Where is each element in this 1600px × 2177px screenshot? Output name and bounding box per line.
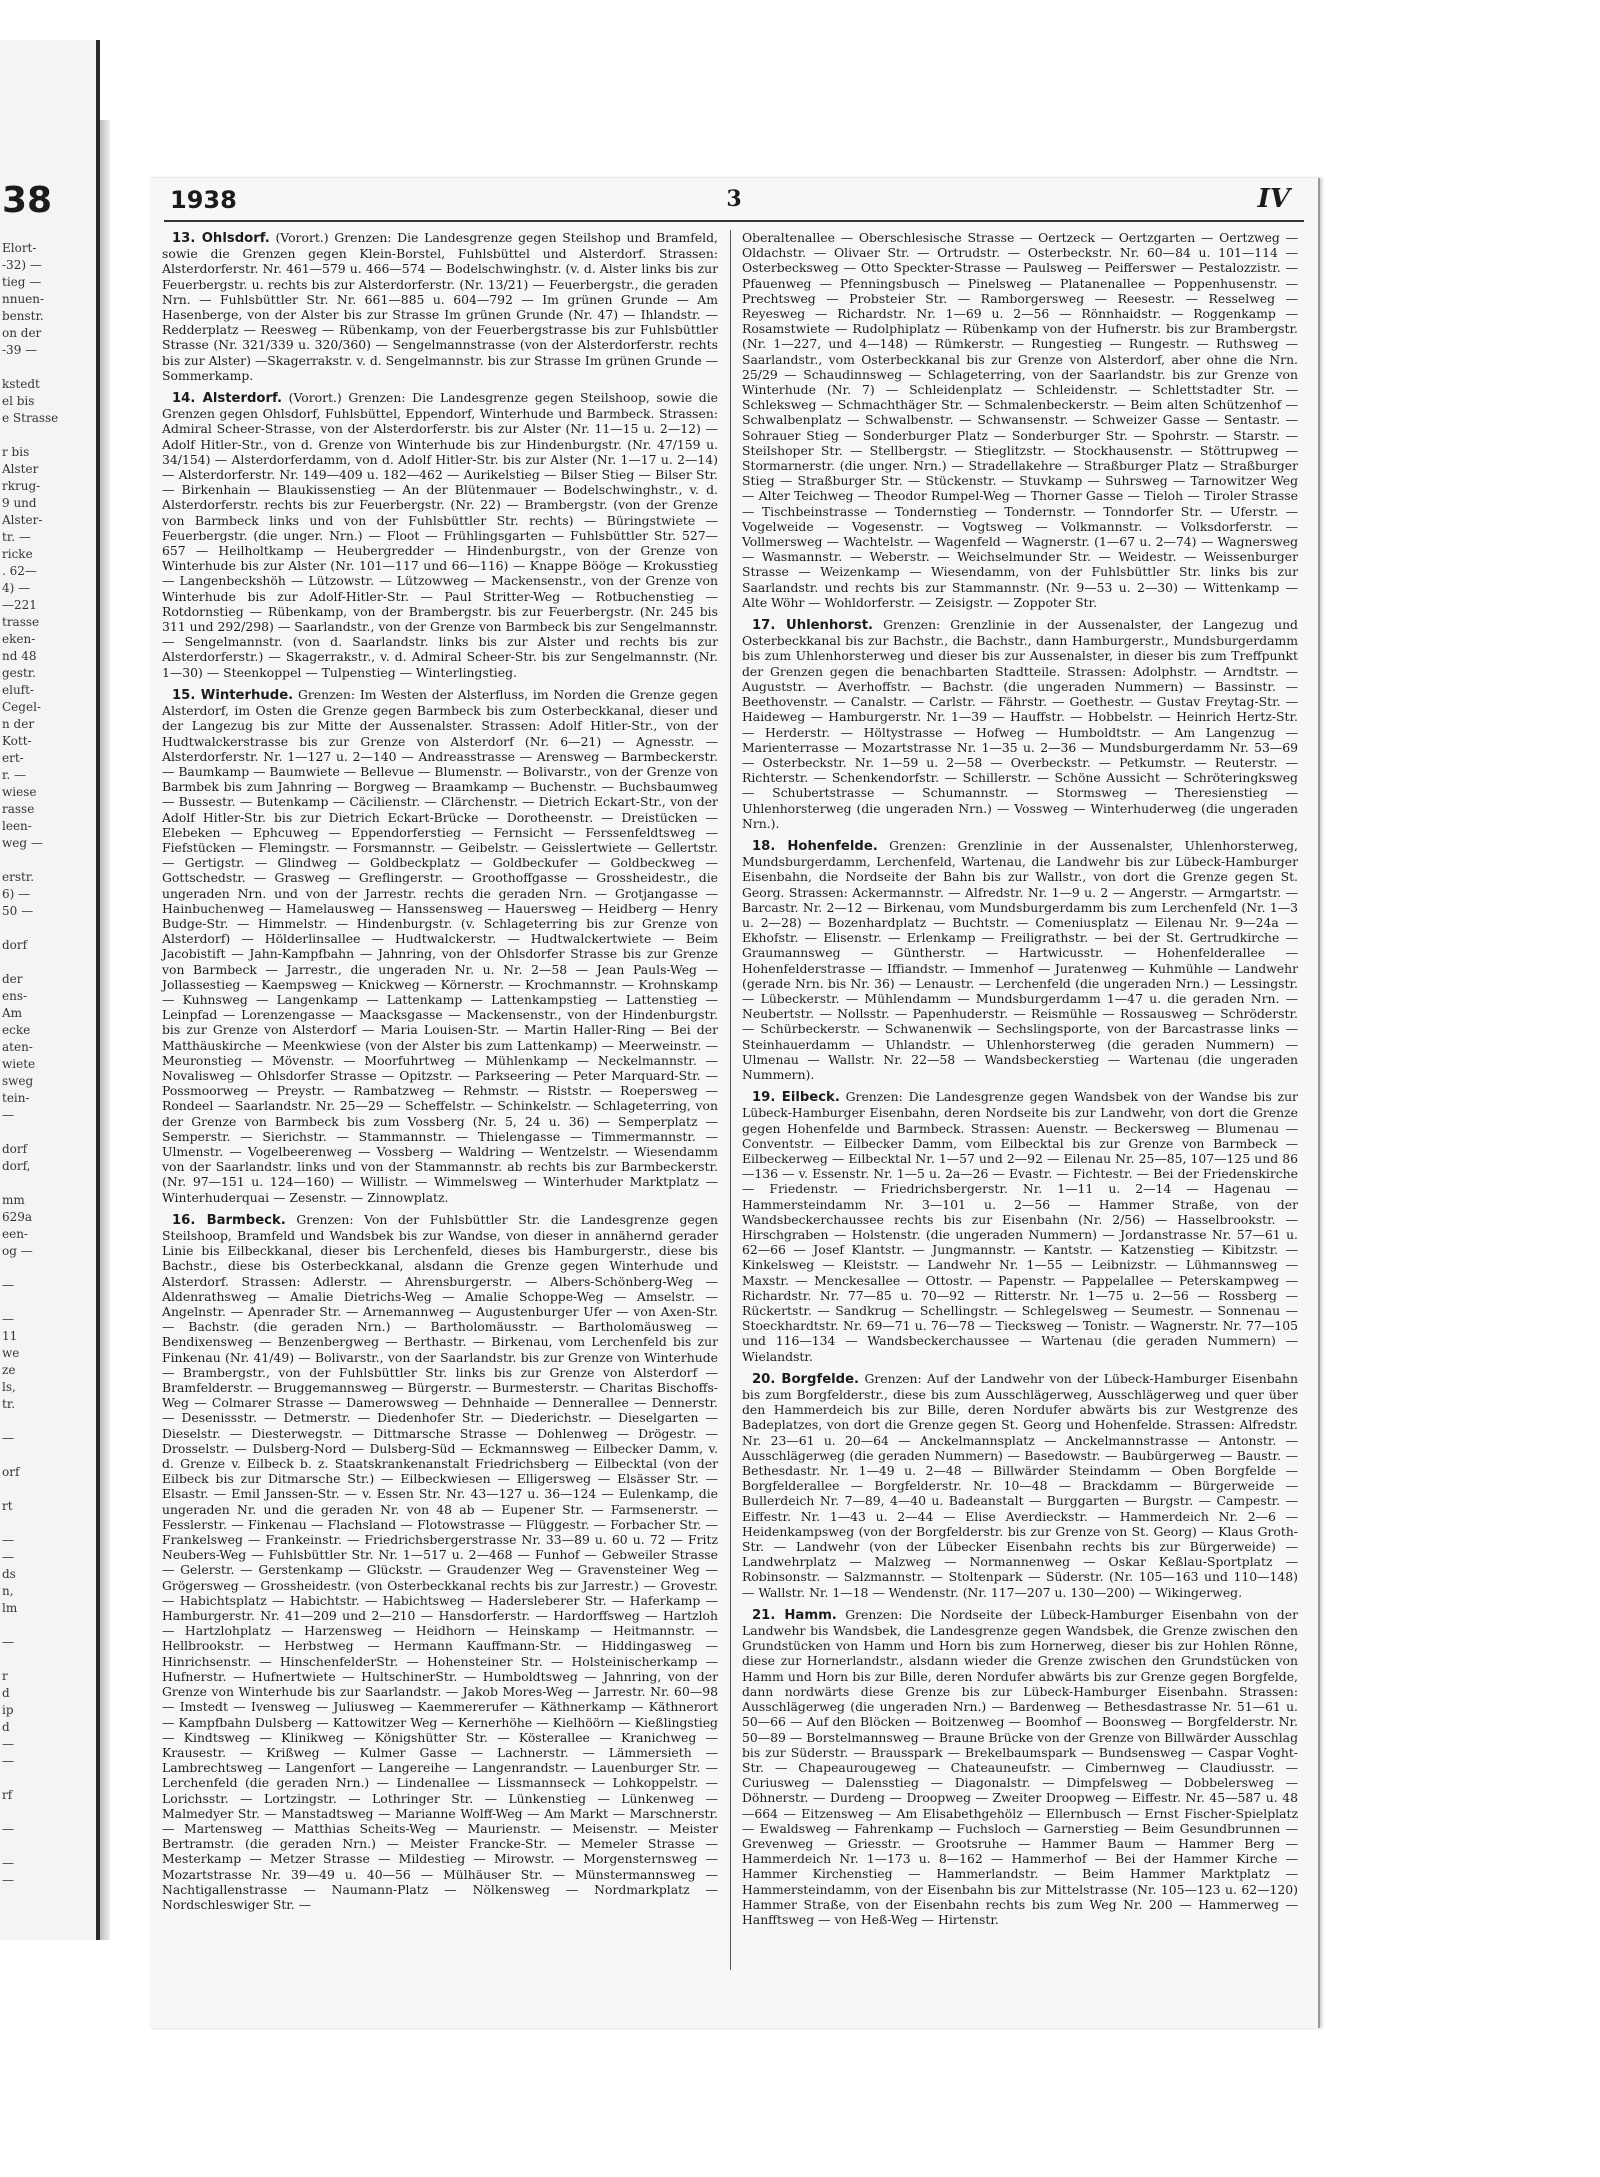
column-separator <box>730 230 731 1970</box>
margin-fragment: — <box>2 1312 14 1326</box>
district-text: Grenzen: Im Westen der Alsterfluss, im Norden die Grenze gegen Alsterdorf, im Osten die Grenze gegen Barmbeck bis zum Osterbeckkanal, dieser und der Langezug bis zur Mitte der Aussenalster. Strassen: Adolf Hitler-Str., von der Hudtwalckerstrasse bis zur Grenze von Alsterdorf (Nr. 6—21) — Agnesstr. — Alsterdorferstr. Nr. 1—127 u. 2—140 — Andreasstrasse — Arensweg — Barmbeckerstr. — Baumkamp — Baumwiete — Bellevue — Blumenstr. — Bolivarstr., von der Grenze von Barmbek bis zum Jahnring — Borgweg — Braamkamp — Buchenstr. — Buchsbaumweg — Bussestr. — Butenkamp — Cäcilienstr. — Clärchenstr. — Dietrich Eckart-Str., von der Adolf Hitler-Str. bis zur Dietrich Eckart-Brücke — Dorotheenstr. — Dreistücken — Elebeken — Ephcuweg — Eppendorferstieg — Fernsicht — Ferssenfeldtsweg — Fiefstücken — Flemingstr. — Forsmannstr. — Geibelstr. — Geisslertwiete — Gellertstr. — Gertigstr. — Glindweg — Goldbeckplatz — Goldbeckufer — Goldbeckweg — Gottschedstr. — Grasweg — Greflingerstr. — Groothoffgasse — Grossheidestr., die ungeraden Nrn. und von der Jarrestr. rechts die geraden Nrn. — Grotjangasse — Hainbuchenweg — Hamelausweg — Hanssensweg — Hauersweg — Heidberg — Henry Budge-Str. — Himmelstr. — Hindenburgstr. (v. Schlageterring bis zur Grenze von Alsterdorf) — Hölderlinsallee — Hudtwalckerstr. — Hudtwalckertwiete — Beim Jacobistift — Jahn-Kampfbahn — Jahnring, von der Ohlsdorfer Strasse bis zur Grenze von Barmbeck — Jarrestr., die ungeraden Nr. u. Nr. 2—58 — Jean Pauls-Weg — Jollassestieg — Kaempsweg — Knickweg — Körnerstr. — Krochmannstr. — Krohnskamp — Kuhnsweg — Langenkamp — Lattenkamp — Lattenkampstieg — Lattenstieg — Leinpfad — Lorenzengasse — Maacksgasse — Mackensenstr., von der Hindenburgstr. bis zur Grenze von Alsterdorf — Maria Louisen-Str. — Martin Haller-Ring — Bei der Matthäuskirche — Meenkwiese (von der Alster bis zum Lattenkamp) — Meerweinstr. — Meuronstieg — Mövenstr. — Moorfuhrtweg — Mühlenkamp — Neckelmannstr. — Novalisweg — Ohlsdorfer Strasse — Opitzstr. — Parkseering — Peter Marquard-Str. — Possmoorweg — Preystr. — Rambatzweg — Rehmstr. — Riststr. — Roepersweg — Rondeel — Saarlandstr. Nr. 25—29 — Scheffelstr. — Schinkelstr. — Schlageterring, von der Grenze von Barmbeck bis zum Vossberg (Nr. 5, 24 u. 36) — Semperplatz — Semperstr. — Sierichstr. — Stammannstr. — Thielengasse — Timmermannstr. — Ulmenstr. — Vogelbeerenweg — Vossberg — Waldring — Wentzelstr. — Wiesendamm von der Saarlandstr. links und von der Stammannstr. ab rechts bis zur Barmbeckerstr. (Nr. 97—151 u. 124—160) — Willistr. — Wimmelsweg — Winterhuder Marktplatz — Winterhuderquai — Zesenstr. — Zinnowplatz. <box>162 686 718 1205</box>
margin-fragment <box>2 1481 90 1498</box>
margin-fragment: — <box>2 1278 14 1292</box>
district-title: 15. Winterhude. <box>172 687 294 703</box>
header-page-number: 3 <box>726 186 742 212</box>
previous-page-number: 38 <box>2 180 53 221</box>
margin-fragment: trasse <box>2 615 40 629</box>
margin-fragment: tieg — <box>2 275 42 289</box>
margin-fragment: -39 — <box>2 343 38 357</box>
district-section <box>162 1212 718 1912</box>
margin-fragment: — <box>2 1873 14 1887</box>
margin-fragment: Elort- <box>2 241 37 255</box>
margin-fragment <box>2 1294 90 1311</box>
header-roman-numeral: IV <box>1257 184 1290 214</box>
margin-fragment: r <box>2 1669 8 1683</box>
margin-fragment: mm <box>2 1193 25 1207</box>
margin-fragment: — <box>2 1550 14 1564</box>
margin-fragment <box>2 1447 90 1464</box>
document-page <box>150 178 1320 2028</box>
margin-fragment: tr. — <box>2 530 31 544</box>
margin-fragment: Kott- <box>2 734 32 748</box>
margin-fragment: — <box>2 1856 14 1870</box>
margin-fragment <box>2 1124 90 1141</box>
margin-fragment: 4) — <box>2 581 31 595</box>
margin-fragment <box>2 1651 90 1668</box>
margin-fragment: Alster <box>2 462 39 476</box>
margin-fragment: lm <box>2 1601 18 1615</box>
margin-fragment: nd 48 <box>2 649 37 663</box>
margin-fragment: on der <box>2 326 42 340</box>
margin-fragment: d <box>2 1686 10 1700</box>
margin-fragment: r bis <box>2 445 30 459</box>
margin-fragment: rf <box>2 1788 13 1802</box>
margin-fragment: benstr. <box>2 309 44 323</box>
margin-fragment: og — <box>2 1244 33 1258</box>
district-title: 21. Hamm. <box>752 1607 837 1623</box>
margin-fragment: weg — <box>2 836 43 850</box>
margin-fragment: kstedt <box>2 377 40 391</box>
margin-fragment <box>2 427 90 444</box>
previous-page-margin <box>0 40 100 1940</box>
margin-fragment <box>2 1515 90 1532</box>
margin-fragment: Alster- <box>2 513 43 527</box>
margin-fragment: ecke <box>2 1023 31 1037</box>
margin-fragment <box>2 1770 90 1787</box>
margin-fragment <box>2 359 90 376</box>
margin-fragment: dorf <box>2 938 28 952</box>
margin-fragment <box>2 1413 90 1430</box>
margin-fragment: rkrug- <box>2 479 41 493</box>
margin-fragment <box>2 1838 90 1855</box>
district-section <box>162 687 718 1205</box>
district-text: Grenzen: Die Landesgrenze gegen Wandsbek von der Wandse bis zur Lübeck-Hamburger Eisenbahn, deren Nordseite bis zur Landwehr, von dort die Grenze gegen Hohenfelde und Barmbeck. Strassen: Auenstr. — Beckersweg — Blumenau — Conventstr. — Eilbecker Damm, vom Eilbecktal bis zur Grenze von Barmbeck — Eilbeckerweg — Eilbecktal Nr. 1—57 und 2—92 — Eilenau Nr. 25—85, 107—125 und 86—136 — v. Essenstr. Nr. 1—5 u. 2a—26 — Evastr. — Fichtestr. — Bei der Friedenskirche — Friedenstr. — Friedrichsbergerstr. Nr. 1—11 u. 2—14 — Hagenau — Hammersteindamm Nr. 3—101 u. 2—56 — Hammer Straße, von der Wandsbeckerchaussee rechts bis zur Eisenbahn (Nr. 2/56) — Hasselbrookstr. — Hirschgraben — Holstenstr. (die ungeraden Nummern) — Jordanstrasse Nr. 57—61 u. 62—66 — Josef Klantstr. — Jungmannstr. — Kantstr. — Katzenstieg — Kibitzstr. — Kinkelsweg — Kleiststr. — Landwehr Nr. 1—55 — Leibnizstr. — Lühmannsweg — Maxstr. — Menckesallee — Ottostr. — Papenstr. — Pappelallee — Peterskampweg — Richardstr. Nr. 77—85 u. 70—92 — Ritterstr. Nr. 1—75 u. 2—56 — Rossberg — Rückertstr. — Sandkrug — Schellingstr. — Schlegelsweg — Seumestr. — Sonnenau — Stoeckhardtstr. Nr. 69—71 u. 76—78 — Tiecksweg — Tonistr. — Wagnerstr. Nr. 77—105 und 116—134 — Wandsbeckerchaussee — Wartenau (die geraden Nummern) — Wielandstr. <box>742 1089 1298 1364</box>
margin-fragment: wiese <box>2 785 37 799</box>
margin-fragment <box>2 920 90 937</box>
margin-fragment: dorf, <box>2 1159 31 1173</box>
margin-fragment: — <box>2 1533 14 1547</box>
margin-fragment: r. — <box>2 768 27 782</box>
district-text: Grenzen: Auf der Landwehr von der Lübeck-Hamburger Eisenbahn bis zum Borgfelderstr., diese bis zum Ausschlägerweg, Ausschlägerweg und quer über den Hammerdeich bis zur Bille, deren Nordufer abwärts bis zur Westgrenze des Badeplatzes, von dort die Grenze gegen St. Georg und Hohenfelde. Strassen: Alfredstr. Nr. 23—61 u. 20—64 — Anckelmannsplatz — Anckelmannstrasse — Antonstr. — Ausschlägerweg (die geraden Nummern) — Basedowstr. — Baubürgerweg — Baustr. — Bethesdastr. Nr. 1—49 u. 2—48 — Billwärder Steindamm — Oben Borgfelde — Borgfelderallee — Borgfelderstr. Nr. 10—48 — Brackdamm — Bürgerweide — Bullerdeich Nr. 7—89, 4—40 u. Badeanstalt — Burggarten — Burgstr. — Campestr. — Eiffestr. Nr. 1—43 u. 2—44 — Elise Averdieckstr. — Hammerdeich Nr. 2—6 — Heidenkampsweg (von der Borgfelderstr. bis zur Grenze von St. Georg) — Klaus Groth-Str. — Landwehr (von der Lübecker Eisenbahn rechts bis zur Bürgerweide) — Landwehrplatz — Malzweg — Normannenweg — Oskar Keßlau-Sportplatz — Robinsonstr. — Salzmannstr. — Stoltenpark — Süderstr. (Nr. 105—163 und 110—148) — Wallstr. Nr. 1—18 — Wendenstr. (Nr. 117—207 u. 130—200) — Wikingerweg. <box>742 1370 1298 1600</box>
margin-fragment <box>2 954 90 971</box>
header-rule <box>164 220 1304 222</box>
district-text: Grenzen: Die Nordseite der Lübeck-Hamburger Eisenbahn von der Landwehr bis Wandsbek, die Landesgrenze gegen Wandsbek, die Grenze zwischen den Grundstücken von Hamm und Horn bis zum Hornerweg, dieser bis zur Hohlen Rönne, diese zur Hornerlandstr., alsdann wieder die Grenze zwischen den Grundstücken von Hamm und Horn bis zur Bille, deren Nordufer abwärts bis zur Grenze gegen Borgfelde, dann nordwärts diese Grenze bis zur Lübeck-Hamburger Eisenbahn. Strassen: Ausschlägerweg (die ungeraden Nrn.) — Bardenweg — Bethesdastrasse Nr. 51—61 u. 50—66 — Auf den Blöcken — Boitzenweg — Boomhof — Boonsweg — Borgfelderstr. Nr. 50—89 — Borstelmannsweg — Braune Brücke von der Grenze von Billwärder Ausschlag bis zur Süderstr. — Brausspark — Brekelbaumspark — Bundsensweg — Caspar Voght-Str. — Chapeaurougeweg — Chateauneufstr. — Cimbernweg — Claudiusstr. — Curiusweg — Dalensstieg — Diagonalstr. — Dimpfelsweg — Dobbelersweg — Döhnerstr. — Durdeng — Droopweg — Zweiter Droopweg — Eiffestr. Nr. 45—587 u. 48—664 — Eitzensweg — Am Elisabethgehölz — Ellernbusch — Ernst Fischer-Spielplatz — Ewaldsweg — Fahrenkamp — Fuchsloch — Garnerstieg — Beim Gesundbrunnen — Grevenweg — Griesstr. — Grootsruhe — Hammer Baum — Hammer Berg — Hammerdeich Nr. 1—173 u. 8—162 — Hammerhof — Bei der Hammer Kirche — Hammer Kirchenstieg — Hammerlandstr. — Beim Hammer Marktplatz — Hammersteindamm, von der Eisenbahn bis zur Mittelstrasse (Nr. 105—123 u. 62—120) Hammer Straße, von der Eisenbahn rechts bis zum Weg Nr. 200 — Hammerweg — Hanfftsweg — von Heß-Weg — Hirtenstr. <box>742 1606 1298 1927</box>
header-year: 1938 <box>170 186 237 214</box>
page-header <box>150 178 1318 222</box>
margin-fragment: ip <box>2 1703 14 1717</box>
margin-fragment: — <box>2 1108 14 1122</box>
district-text: Grenzen: Grenzlinie in der Aussenalster, Uhlenhorsterweg, Mundsburgerdamm, Lerchenfeld, Wartenau, die Landwehr bis zur Lübeck-Hamburger Eisenbahn, die Nordseite der Bahn bis zur Wallstr., von dort die Grenze gegen St. Georg. Strassen: Ackermannstr. — Alfredstr. Nr. 1—9 u. 2 — Angerstr. — Armgartstr. — Barcastr. Nr. 2—12 — Birkenau, vom Mundsburgerdamm bis zum Lerchenfeld (Nr. 1—3 u. 2—28) — Bozenhardplatz — Buchtstr. — Comeniusplatz — Eilenau Nr. 9—24a — Ekhofstr. — Elisenstr. — Erlenkamp — Freiligrathstr. — bei der St. Gertrudkirche — Graumannsweg — Güntherstr. — Hartwicusstr. — Hohenfelderallee — Hohenfelderstrasse — Iffiandstr. — Immenhof — Juratenweg — Kuhmühle — Landwehr (gerade Nrn. bis Nr. 36) — Lenaustr. — Lerchenfeld (die ungeraden Nrn.) — Lessingstr. — Lübeckerstr. — Mühlendamm — Mundsburgerdamm 1—47 u. die geraden Nrn. — Neubertstr. — Nollsstr. — Papenhuderstr. — Reismühle — Rossausweg — Schröderstr. — Schürbeckerstr. — Schwanenwik — Sechslingsporte, von der Barcastrasse links — Steinhauerdamm — Uhlandstr. — Uhlenhorsterweg (die geraden Nummern) — Ulmenau — Wallstr. Nr. 22—58 — Wandsbeckerstieg — Wartenau (die ungeraden Nummern). <box>742 837 1298 1082</box>
district-section <box>742 230 1298 610</box>
margin-fragment: nnuen- <box>2 292 45 306</box>
district-section <box>162 390 718 680</box>
margin-fragment: ert- <box>2 751 24 765</box>
district-section <box>742 617 1298 831</box>
district-title: 20. Borgfelde. <box>752 1371 860 1387</box>
district-section <box>742 1371 1298 1600</box>
district-title: 17. Uhlenhorst. <box>752 618 874 634</box>
district-text: (Vorort.) Grenzen: Die Landesgrenze gegen Steilshop und Bramfeld, sowie die Grenzen gegen Klein-Borstel, Fuhlsbüttel und Alsterdorf. Strassen: Alsterdorferstr. Nr. 461—579 u. 466—574 — Bodelschwinghstr. (v. d. Alster links bis zur Feuerbergstr. u. rechts bis zur Alsterdorferstr. (Nr. 13/21) — Feuerbergstr., die geraden Nrn. — Fuhlsbüttler Str. Nr. 661—885 u. 604—792 — Im grünen Grunde — Am Hasenberge, von der Alster bis zur Strasse Im grünen Grunde (Nr. 47) — Ihlandstr. — Redderplatz — Reesweg — Rübenkamp, von der Feuerbergstrasse bis zur Fuhlsbüttler Strasse (Nr. 321/339 u. 320/360) — Sengelmannstrasse (von der Alsterdorferstr. rechts bis zur Alster) —Skagerrakstr. v. d. Sengelmannstr. bis zur Strasse Im grünen Grunde — Sommerkamp. <box>162 230 718 383</box>
margin-fragment: — <box>2 1754 14 1768</box>
margin-fragment: eluft- <box>2 683 34 697</box>
district-title: 18. Hohenfelde. <box>752 838 878 854</box>
margin-fragment: rasse <box>2 802 35 816</box>
district-title: 14. Alsterdorf. <box>172 391 282 407</box>
district-title: 13. Ohlsdorf. <box>172 231 270 246</box>
margin-fragment: rt <box>2 1499 13 1513</box>
margin-fragment: tr. <box>2 1397 16 1411</box>
margin-fragment: —221 <box>2 598 37 612</box>
margin-fragment: der <box>2 972 23 986</box>
margin-fragment: . 62— <box>2 564 37 578</box>
margin-fragment: 629a <box>2 1210 33 1224</box>
district-section <box>742 1607 1298 1927</box>
district-text: Grenzen: Grenzlinie in der Aussenalster, der Langezug und Osterbeckkanal bis zur Bachstr., die Bachstr., dann Hamburgerstr., Mundsburgerdamm bis zum Uhlenhorsterweg und dieser bis zur Aussenalster, in dieser bis zum Treffpunkt der Grenzen gegen die benachbarten Stadtteile. Strassen: Adolphstr. — Arndtstr. — Auguststr. — Averhoffstr. — Bachstr. (die ungeraden Nummern) — Bassinstr. — Beethovenstr. — Canalstr. — Carlstr. — Fährstr. — Goethestr. — Gustav Freytag-Str. — Haideweg — Hamburgerstr. Nr. 1—39 — Hauffstr. — Hobbelstr. — Heinrich Hertz-Str. — Herderstr. — Höltystrasse — Hofweg — Humboldtstr. — Am Langenzug — Marienterrasse — Mozartstrasse Nr. 1—35 u. 2—36 — Mundsburgerdamm Nr. 53—69 — Osterbeckstr. Nr. 1—59 u. 2—58 — Overbeckstr. — Petkumstr. — Reuterstr. — Richterstr. — Schenkendorfstr. — Schillerstr. — Schöne Aussicht — Schröteringksweg — Schubertstrasse — Schumannstr. — Stormsweg — Theresienstieg — Uhlenhorsterweg (die ungeraden Nrn.) — Vossweg — Winterhuderweg (die ungeraden Nrn.). <box>742 617 1298 831</box>
margin-fragment: — <box>2 1635 14 1649</box>
margin-fragment: ens- <box>2 989 28 1003</box>
margin-fragment: 11 <box>2 1329 18 1343</box>
margin-fragment: ricke <box>2 547 33 561</box>
margin-fragment: 6) — <box>2 887 31 901</box>
district-text: Grenzen: Von der Fuhlsbüttler Str. die Landesgrenze gegen Steilshoop, Bramfeld und Wandsbek bis zur Wandse, von dieser in annähernd gerader Linie bis Eilbeckkanal, dieser bis Lerchenfeld, dieses bis Hamburgerstr., diese bis Bachstr., diese bis Osterbeckkanal, alsdann die Grenze gegen Winterhude und Alsterdorf. Strassen: Adlerstr. — Ahrensburgerstr. — Albers-Schönberg-Weg — Aldenrathsweg — Amalie Dietrichs-Weg — Amalie Schoppe-Weg — Amselstr. — Angelnstr. — Apenrader Str. — Arnemannweg — Augustenburger Ufer — von Axen-Str. — Bachstr. (die geraden Nrn.) — Bartholomäusstr. — Bartholomäusweg — Bendixensweg — Benzenbergweg — Berthastr. — Birkenau, vom Lerchenfeld bis zur Finkenau (Nr. 41/49) — Bolivarstr., von der Saarlandstr. bis zur Grenze von Winterhude — Brambergstr., von der Fuhlsbüttler Str. links bis zur Grenze von Alsterdorf — Bramfelderstr. — Bruggemannsweg — Bürgerstr. — Burmesterstr. — Charitas Bischoffs-Weg — Colmarer Strasse — Damerowsweg — Dehnhaide — Dennerallee — Dennerstr. — Desenissstr. — Detmerstr. — Diedenhofer Str. — Diederichstr. — Dieselgarten — Dieselstr. — Diesterwegstr. — Dittmarsche Strasse — Dohlenweg — Drögestr. — Drosselstr. — Dulsberg-Nord — Dulsberg-Süd — Eckmannsweg — Eilbecker Damm, v. d. Grenze v. Eilbeck b. z. Staatskrankenanstalt Friedrichsberg — Eilbecktal (von der Eilbeck bis zur Ditmarsche Str.) — Eilbeckwiesen — Elligersweg — Elsässer Str. — Elsastr. — Emil Janssen-Str. — v. Essen Str. Nr. 43—127 u. 36—124 — Eulenkamp, die ungeraden Nr. und die geraden Nr. von 48 ab — Eupener Str. — Farmsenerstr. — Fesslerstr. — Finkenau — Flachsland — Flotowstrasse — Flüggestr. — Forbacher Str. — Frankelsweg — Frankeinstr. — Friedrichsbergerstrasse Nr. 33—89 u. 60 u. 72 — Fritz Neubers-Weg — Fuhlsbüttler Str. Nr. 1—517 u. 2—468 — Funhof — Gebweiler Strasse — Gelerstr. — Gerstenkamp — Glückstr. — Graudenzer Weg — Gravensteiner Weg — Grögersweg — Grossheidestr. (von Osterbeckkanal rechts bis zur Jarrestr.) — Grovestr. — Habichtsplatz — Habichtstr. — Habichtsweg — Hadersleberer Str. — Haferkamp — Hamburgerstr. Nr. 41—209 und 2—210 — Hansdorferstr. — Hardorffsweg — Hartzloh — Hartzlohplatz — Harzensweg — Heidhorn — Heinskamp — Heitmannstr. — Hellbrookstr. — Herbstweg — Hermann Kauffmann-Str. — Hiddingasweg — Hinrichsenstr. — HinschenfelderStr. — Hohensteiner Str. — Holsteinischerkamp — Hufnerstr. — Hufnertwiete — HultschinerStr. — Humboldtsweg — Jahnring, von der Grenze von Winterhude bis zur Saarlandstr. — Jakob Mores-Weg — Jarrestr. Nr. 60—98 — Imstedt — Ivensweg — Juliusweg — Kaemmererufer — Käthnerkamp — Käthnerort — Kampfbahn Dulsberg — Kattowitzer Weg — Kernerhöhe — Kielhöörn — Kießlingstieg — Kindtsweg — Klinikweg — Königshütter Str. — Kösterallee — Kranichweg — Krausestr. — Krißweg — Kulmer Gasse — Lachnerstr. — Lämmersieth — Lambrechtsweg — Langenfort — Langereihe — Langenrandstr. — Lauenburger Str. — Lerchenfeld (die geraden Nrn.) — Lindenallee — Lissmannseck — Lohkoppelstr. — Lorichsstr. — Lortzingstr. — Lothringer Str. — Lünkenstieg — Lünkenweg — Malmedyer Str. — Manstadtsweg — Marianne Wolff-Weg — Am Markt — Marschnerstr. — Martensweg — Matthias Scheits-Weg — Maurienstr. — Meisenstr. — Meister Bertramstr. (die geraden Nrn.) — Meister Francke-Str. — Memeler Strasse — Mesterkamp — Metzer Strasse — Mildestieg — Mirowstr. — Morgensternsweg — Mozartstrasse Nr. 39—49 u. 40—56 — Mülhäuser Str. — Münstermannsweg — Nachtigallenstrasse — Naumann-Platz — Nölkensweg — Nordmarkplatz — Nordschleswiger Str. — <box>162 1211 718 1912</box>
district-text: Oberaltenallee — Oberschlesische Strasse — Oertzeck — Oertzgarten — Oertzweg — Oldachstr. — Olivaer Str. — Ortrudstr. — Osterbeckstr. Nr. 60—84 u. 101—114 — Osterbecksweg — Otto Speckter-Strasse — Paulsweg — Peifferswег — Pestalozzistr. — Pfauenweg — Pfenningsbusch — Pinelsweg — Platanenallee — Poppenhusenstr. — Prechtsweg — Probsteier Str. — Ramborgersweg — Reesestr. — Resselweg — Reyesweg — Richardstr. Nr. 1—69 u. 2—56 — Rönnhaidstr. — Roggenkamp — Rosamstwiete — Rudolphiplatz — Rübenkamp von der Hufnerstr. bis zur Brambergstr. (Nr. 1—227, und 4—148) — Rümkerstr. — Rungestieg — Rungestr. — Ruthsweg — Saarlandstr., vom Osterbeckkanal bis zur Grenze von Alsterdorf, aber ohne die Nrn. 25/29 — Schaudinnsweg — Schlageterring, von der Saarlandstr. bis zur Grenze von Winterhude (Nr. 7) — Schleidenplatz — Schleidenstr. — Schlettstadter Str. — Schleksweg — Schmachthäger Str. — Schmalenbeckerstr. — Beim alten Schützenhof — Schwalbenplatz — Schwalbenstr. — Schwansenstr. — Schweizer Gasse — Sentastr. — Sohrauer Stieg — Sonderburger Platz — Sonderburger Str. — Spohrstr. — Starstr. — Steilshoper Str. — Stellbergstr. — Stieglitzstr. — Stockhausenstr. — Stöttrupweg — Stormarnerstr. (die unger. Nrn.) — Stradellakehre — Straßburger Platz — Straßburger Stieg — Straßburger Str. — Stückenstr. — Stuvkamp — Suhrsweg — Tarnowitzer Weg — Alter Teichweg — Theodor Rumpel-Weg — Thorner Gasse — Tieloh — Tiroler Strasse — Tischbeinstrasse — Tondernstieg — Tondernstr. — Tonndorfer Str. — Uferstr. — Vogelweide — Vogesenstr. — Vogtsweg — Volkmannstr. — Volksdorferstr. — Vollmersweg — Wachtelstr. — Wagenfeld — Wagnerstr. (1—67 u. 2—74) — Wagnersweg — Wasmannstr. — Weberstr. — Weichselmunder Str. — Weidestr. — Weissenburger Strasse — Weizenkamp — Wiesendamm, von der Fuhlsbüttler Str. links bis zur Saarlandstr. und rechts bis zur Stammannstr. (Nr. 9—53 u. 2—30) — Wittenkamp — Alte Wöhr — Wohldorferstr. — Zeisigstr. — Zoppoter Str. <box>742 230 1298 610</box>
margin-fragment: wiete <box>2 1057 36 1071</box>
margin-fragment: n, <box>2 1584 14 1598</box>
margin-fragment: — <box>2 1822 14 1836</box>
district-title: 19. Eilbeck. <box>752 1090 840 1106</box>
margin-fragment: orf <box>2 1465 20 1479</box>
margin-fragment: sweg <box>2 1074 34 1088</box>
previous-page-text-fragments <box>2 240 90 1889</box>
margin-fragment <box>2 1260 90 1277</box>
margin-fragment: ds <box>2 1567 16 1581</box>
margin-fragment: Cegel- <box>2 700 41 714</box>
left-column <box>162 230 718 1919</box>
right-column <box>742 230 1298 1934</box>
margin-fragment: we <box>2 1346 20 1360</box>
margin-fragment <box>2 1175 90 1192</box>
margin-fragment: een- <box>2 1227 28 1241</box>
margin-fragment <box>2 1617 90 1634</box>
district-section <box>162 230 718 383</box>
margin-fragment: — <box>2 1737 14 1751</box>
margin-fragment: -32) — <box>2 258 42 272</box>
margin-fragment: d <box>2 1720 10 1734</box>
margin-fragment: e Strasse <box>2 411 59 425</box>
margin-fragment: ze <box>2 1363 16 1377</box>
district-text: (Vorort.) Grenzen: Die Landesgrenze gegen Steilshoop, sowie die Grenzen gegen Ohlsdorf, Fuhlsbüttel, Eppendorf, Winterhude und Barmbeck. Strassen: Admiral Scheer-Strasse, von der Alsterdorferstr. bis zur Alster (Nr. 11—15 u. 2—12) — Adolf Hitler-Str., von d. Grenze von Winterhude bis zur Hindenburgstr. (Nr. 47/159 u. 34/154) — Alsterdorferdamm, von d. Adolf Hitler-Str. bis zur Alster (Nr. 1—17 u. 2—14) — Alsterdorferstr. Nr. 149—409 u. 182—462 — Aurikelstieg — Bilser Stieg — Bilser Str. — Birkenhain — Blaukissenstieg — An der Blütenmauer — Bodelschwinghstr., v. d. Alsterdorferstr. rechts bis zur Feuerbergstr. (Nr. 22) — Brambergstr. (von der Grenze von Barmbeck links und von der Fuhlsbüttler Str. rechts) — Büringstwiete — Feuerbergstr. (die unger. Nrn.) — Floot — Frühlingsgarten — Fuhlsbüttler Str. 527—657 — Heilholtkamp — Heubergredder — Hindenburgstr., von der Grenze von Winterhude bis zur Alster (Nr. 101—117 und 66—116) — Knappe Bööge — Krokusstieg — Langenbeckshöh — Lützowstr. — Lützowweg — Mackensenstr., von der Grenze von Winterhude bis zur Adolf-Hitler-Str. — Paul Stritter-Weg — Rotbuchenstieg — Rotdornstieg — Rübenkamp, von der Brambergstr. bis zur Feuerbergstr. (Nr. 245 bis 311 und 292/298) — Saarlandstr., von der Grenze von Barmbeck bis zur Sengelmannstr. — Sengelmannstr. (von d. Saarlandstr. links bis zur Alster und rechts bis zur Alsterdorferstr.) — Skagerrakstr., v. d. Admiral Scheer-Str. bis zur Sengelmannstr. (Nr. 1—30) — Steenkoppel — Tulpenstieg — Winterlingstieg. <box>162 390 718 680</box>
margin-fragment: gestr. <box>2 666 36 680</box>
book-gutter <box>100 120 110 1940</box>
margin-fragment <box>2 852 90 869</box>
margin-fragment: aten- <box>2 1040 33 1054</box>
margin-fragment: Am <box>2 1006 23 1020</box>
district-title: 16. Barmbeck. <box>172 1212 286 1228</box>
margin-fragment: tein- <box>2 1091 30 1105</box>
margin-fragment: el bis <box>2 394 35 408</box>
margin-fragment <box>2 1804 90 1821</box>
margin-fragment: ls, <box>2 1380 16 1394</box>
margin-fragment: dorf <box>2 1142 28 1156</box>
margin-fragment: 50 — <box>2 904 34 918</box>
margin-fragment: 9 und <box>2 496 37 510</box>
margin-fragment: — <box>2 1431 14 1445</box>
margin-fragment: n der <box>2 717 35 731</box>
district-section <box>742 1089 1298 1364</box>
district-section <box>742 838 1298 1082</box>
margin-fragment: eken- <box>2 632 36 646</box>
margin-fragment: leen- <box>2 819 32 833</box>
margin-fragment: erstr. <box>2 870 35 884</box>
